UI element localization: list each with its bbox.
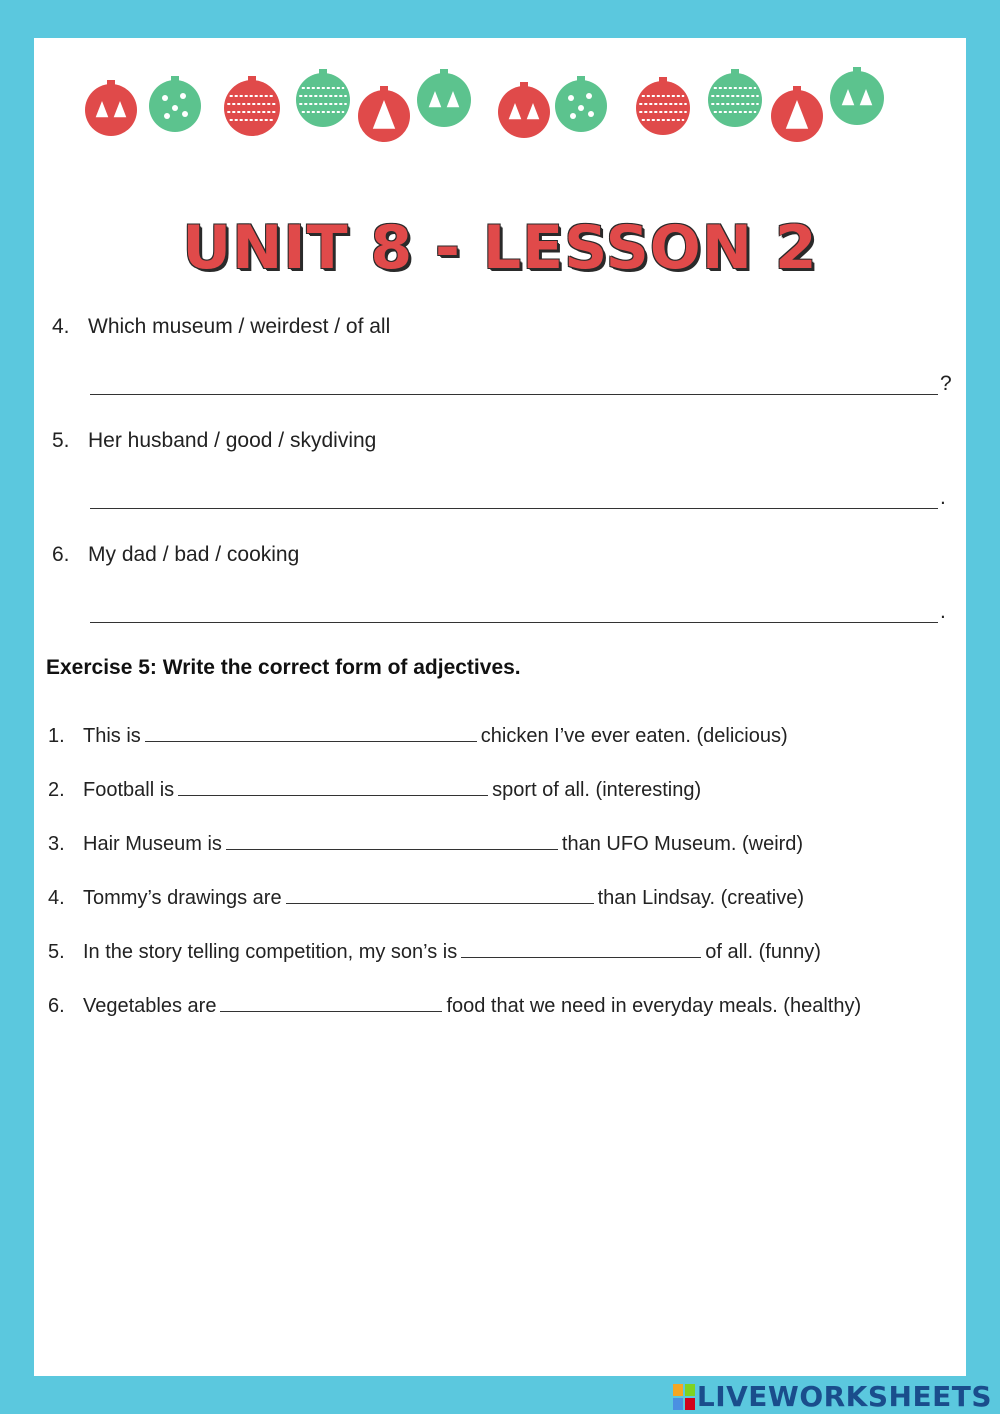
item-text-before: This is	[83, 725, 141, 747]
exercise-item-2	[48, 777, 701, 802]
item-number: 1.	[48, 725, 65, 747]
question-number: 4.	[52, 315, 70, 338]
footer-brand[interactable]	[673, 1380, 992, 1413]
ornament-green-tree-icon	[830, 67, 884, 125]
answer-blank[interactable]	[461, 939, 701, 958]
question-prompt: Her husband / good / skydiving	[88, 429, 377, 452]
answer-blank[interactable]	[220, 993, 442, 1012]
exercise-item-6	[48, 993, 861, 1018]
ornament-red-big-tree-icon	[358, 86, 410, 142]
worksheet-page	[34, 38, 966, 1376]
item-text-before: Hair Museum is	[83, 833, 222, 855]
item-number: 5.	[48, 941, 65, 963]
answer-blank[interactable]	[178, 777, 488, 796]
item-text-after: than UFO Museum. (weird)	[561, 833, 804, 855]
question-5	[52, 429, 376, 453]
item-number: 2.	[48, 779, 65, 801]
question-prompt: Which museum / weirdest / of all	[88, 315, 391, 338]
ornament-garland	[34, 38, 966, 158]
item-text-before: Football is	[83, 779, 175, 801]
answer-blank[interactable]	[286, 885, 594, 904]
exercise-item-4	[48, 885, 804, 910]
ornament-red-pattern-icon	[636, 77, 690, 135]
question-number: 5.	[52, 429, 70, 452]
item-text-after: of all. (funny)	[705, 941, 821, 963]
item-number: 3.	[48, 833, 65, 855]
exercise-item-1	[48, 723, 788, 748]
brand-name: LIVEWORKSHEETS	[696, 1380, 992, 1413]
ornament-green-pattern-icon	[296, 69, 350, 127]
ornament-red-pattern-icon	[224, 76, 280, 136]
item-text-after: food that we need in everyday meals. (healthy)	[446, 995, 862, 1017]
item-text-before: In the story telling competition, my son’s is	[83, 941, 458, 963]
item-text-after: chicken I’ve ever eaten. (delicious)	[480, 725, 788, 747]
item-text-after: sport of all. (interesting)	[492, 779, 702, 801]
ornament-green-star-icon	[149, 76, 201, 132]
end-punctuation: ?	[940, 372, 952, 395]
question-4	[52, 315, 390, 339]
ornament-green-tree-icon	[417, 69, 471, 127]
item-number: 6.	[48, 995, 65, 1017]
end-punctuation: .	[940, 486, 946, 509]
item-number: 4.	[48, 887, 65, 909]
liveworksheets-logo-icon	[673, 1384, 695, 1410]
ornament-red-tree-icon	[498, 82, 550, 138]
ornament-red-tree-icon	[85, 80, 137, 136]
end-punctuation: .	[940, 600, 946, 623]
item-text-before: Vegetables are	[83, 995, 217, 1017]
question-number: 6.	[52, 543, 70, 566]
ornament-red-big-tree-icon	[771, 86, 823, 142]
item-text-before: Tommy’s drawings are	[83, 887, 282, 909]
exercise-item-5	[48, 939, 821, 964]
answer-blank[interactable]	[145, 723, 477, 742]
question-6	[52, 543, 299, 567]
ornament-green-pattern-icon	[708, 69, 762, 127]
question-prompt: My dad / bad / cooking	[88, 543, 300, 566]
page-title: UNIT 8 - LESSON 2	[182, 213, 818, 283]
exercise-5-heading: Exercise 5: Write the correct form of adjectives.	[46, 656, 521, 679]
exercise-item-3	[48, 831, 803, 856]
item-text-after: than Lindsay. (creative)	[597, 887, 804, 909]
ornament-green-star-icon	[555, 76, 607, 132]
answer-blank[interactable]	[226, 831, 558, 850]
